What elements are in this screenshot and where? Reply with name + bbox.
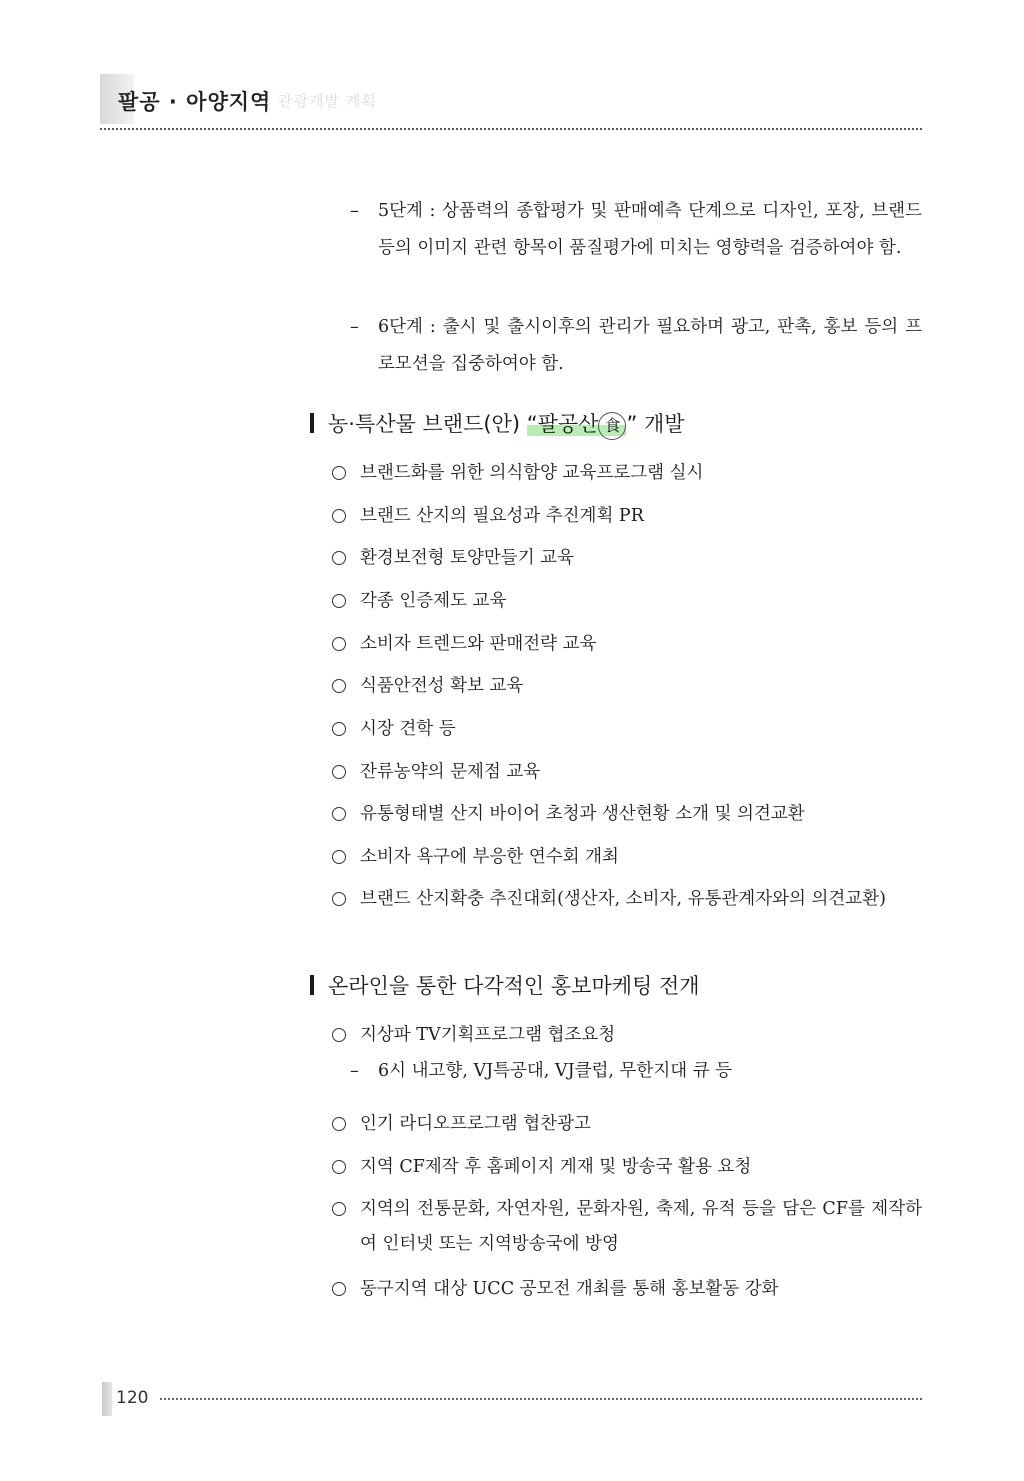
header-divider [100, 128, 922, 130]
circled-food-char: 食 [598, 412, 626, 440]
list-item-text: 환경보전형 토양만들기 교육 [360, 548, 574, 568]
heading-brand-highlight [527, 412, 627, 436]
step-6-item [350, 309, 922, 383]
circle-bullet-icon [332, 679, 346, 693]
footer-decoration [102, 1382, 112, 1416]
circle-bullet-icon [332, 850, 346, 864]
sub-item [350, 1053, 922, 1090]
running-header-title: 팔공 · 아양지역 [118, 90, 272, 114]
list-item-text: 브랜드 산지의 필요성과 추진계획 PR [360, 506, 644, 526]
list-item-text: 브랜드 산지확충 추진대회(생산자, 소비자, 유통관계자와의 의견교환) [360, 889, 886, 909]
heading-brand-suffix: ” 개발 [626, 412, 685, 436]
list-item [332, 499, 922, 534]
list-item [332, 627, 922, 662]
list-item [332, 1107, 922, 1142]
list-item-text: 지역의 전통문화, 자연자원, 문화자원, 축제, 유적 등을 담은 CF를 제작하여 인터넷 또는 지역방송국에 방영 [360, 1199, 922, 1254]
circle-bullet-icon [332, 892, 346, 906]
list-item [332, 712, 922, 747]
circle-bullet-icon [332, 551, 346, 565]
list-item [332, 541, 922, 576]
heading-bar-icon [310, 413, 314, 433]
dash-marker: – [350, 1061, 359, 1081]
circle-bullet-icon [332, 637, 346, 651]
heading-online-text: 온라인을 통한 다각적인 홍보마케팅 전개 [328, 974, 700, 998]
list-item-text: 인기 라디오프로그램 협찬광고 [360, 1114, 591, 1134]
list-item-text: 동구지역 대상 UCC 공모전 개최를 통해 홍보활동 강화 [360, 1279, 779, 1299]
circle-bullet-icon [332, 509, 346, 523]
list-item-text: 잔류농약의 문제점 교육 [360, 762, 541, 782]
list-item [332, 1018, 922, 1053]
footer-divider [160, 1398, 922, 1400]
list-item [332, 584, 922, 619]
dash-marker: – [350, 201, 359, 221]
heading-brand-name: “팔공산 [526, 412, 599, 436]
circle-bullet-icon [332, 1160, 346, 1174]
list-item [332, 1192, 922, 1262]
list-item [332, 669, 922, 704]
list-item [332, 797, 922, 832]
step-5-item [350, 193, 922, 267]
list-item [332, 1150, 922, 1185]
list-item-text: 지상파 TV기획프로그램 협조요청 [360, 1025, 616, 1045]
running-header-subtitle: 관광개발 계획 [278, 92, 377, 110]
list-item [332, 1272, 922, 1307]
circle-bullet-icon [332, 807, 346, 821]
list-item-text: 각종 인증제도 교육 [360, 591, 507, 611]
step-6-text: 6단계 : 출시 및 출시이후의 관리가 필요하며 광고, 판촉, 홍보 등의 프로모션을 집중하여야 함. [378, 317, 922, 374]
section-heading-online [310, 970, 700, 1000]
list-item-text: 지역 CF제작 후 홈페이지 게재 및 방송국 활용 요청 [360, 1157, 752, 1177]
dash-marker: – [350, 317, 359, 337]
circle-bullet-icon [332, 594, 346, 608]
sub-item-text: 6시 내고향, VJ특공대, VJ클럽, 무한지대 큐 등 [378, 1061, 733, 1081]
circle-bullet-icon [332, 722, 346, 736]
list-item-text: 시장 견학 등 [360, 719, 456, 739]
list-item-text: 식품안전성 확보 교육 [360, 676, 524, 696]
list-item [332, 840, 922, 875]
circle-bullet-icon [332, 765, 346, 779]
list-item [332, 456, 922, 491]
page-number: 120 [116, 1388, 149, 1408]
list-item-text: 브랜드화를 위한 의식함양 교육프로그램 실시 [360, 463, 704, 483]
heading-bar-icon [310, 975, 314, 995]
list-item-text: 소비자 트렌드와 판매전략 교육 [360, 634, 597, 654]
circle-bullet-icon [332, 1028, 346, 1042]
list-item-text: 소비자 욕구에 부응한 연수회 개최 [360, 847, 619, 867]
step-5-text: 5단계 : 상품력의 종합평가 및 판매예측 단계으로 디자인, 포장, 브랜드 등의 이미지 관련 항목이 품질평가에 미치는 영향력을 검증하여야 함. [378, 201, 922, 258]
circle-bullet-icon [332, 1202, 346, 1216]
list-item [332, 882, 922, 917]
circle-bullet-icon [332, 466, 346, 480]
circle-bullet-icon [332, 1117, 346, 1131]
circle-bullet-icon [332, 1282, 346, 1296]
list-item-text: 유통형태별 산지 바이어 초청과 생산현황 소개 및 의견교환 [360, 804, 805, 824]
section-heading-brand [310, 408, 685, 440]
heading-brand-prefix: 농·특산물 브랜드(안) [328, 412, 527, 436]
list-item [332, 755, 922, 790]
